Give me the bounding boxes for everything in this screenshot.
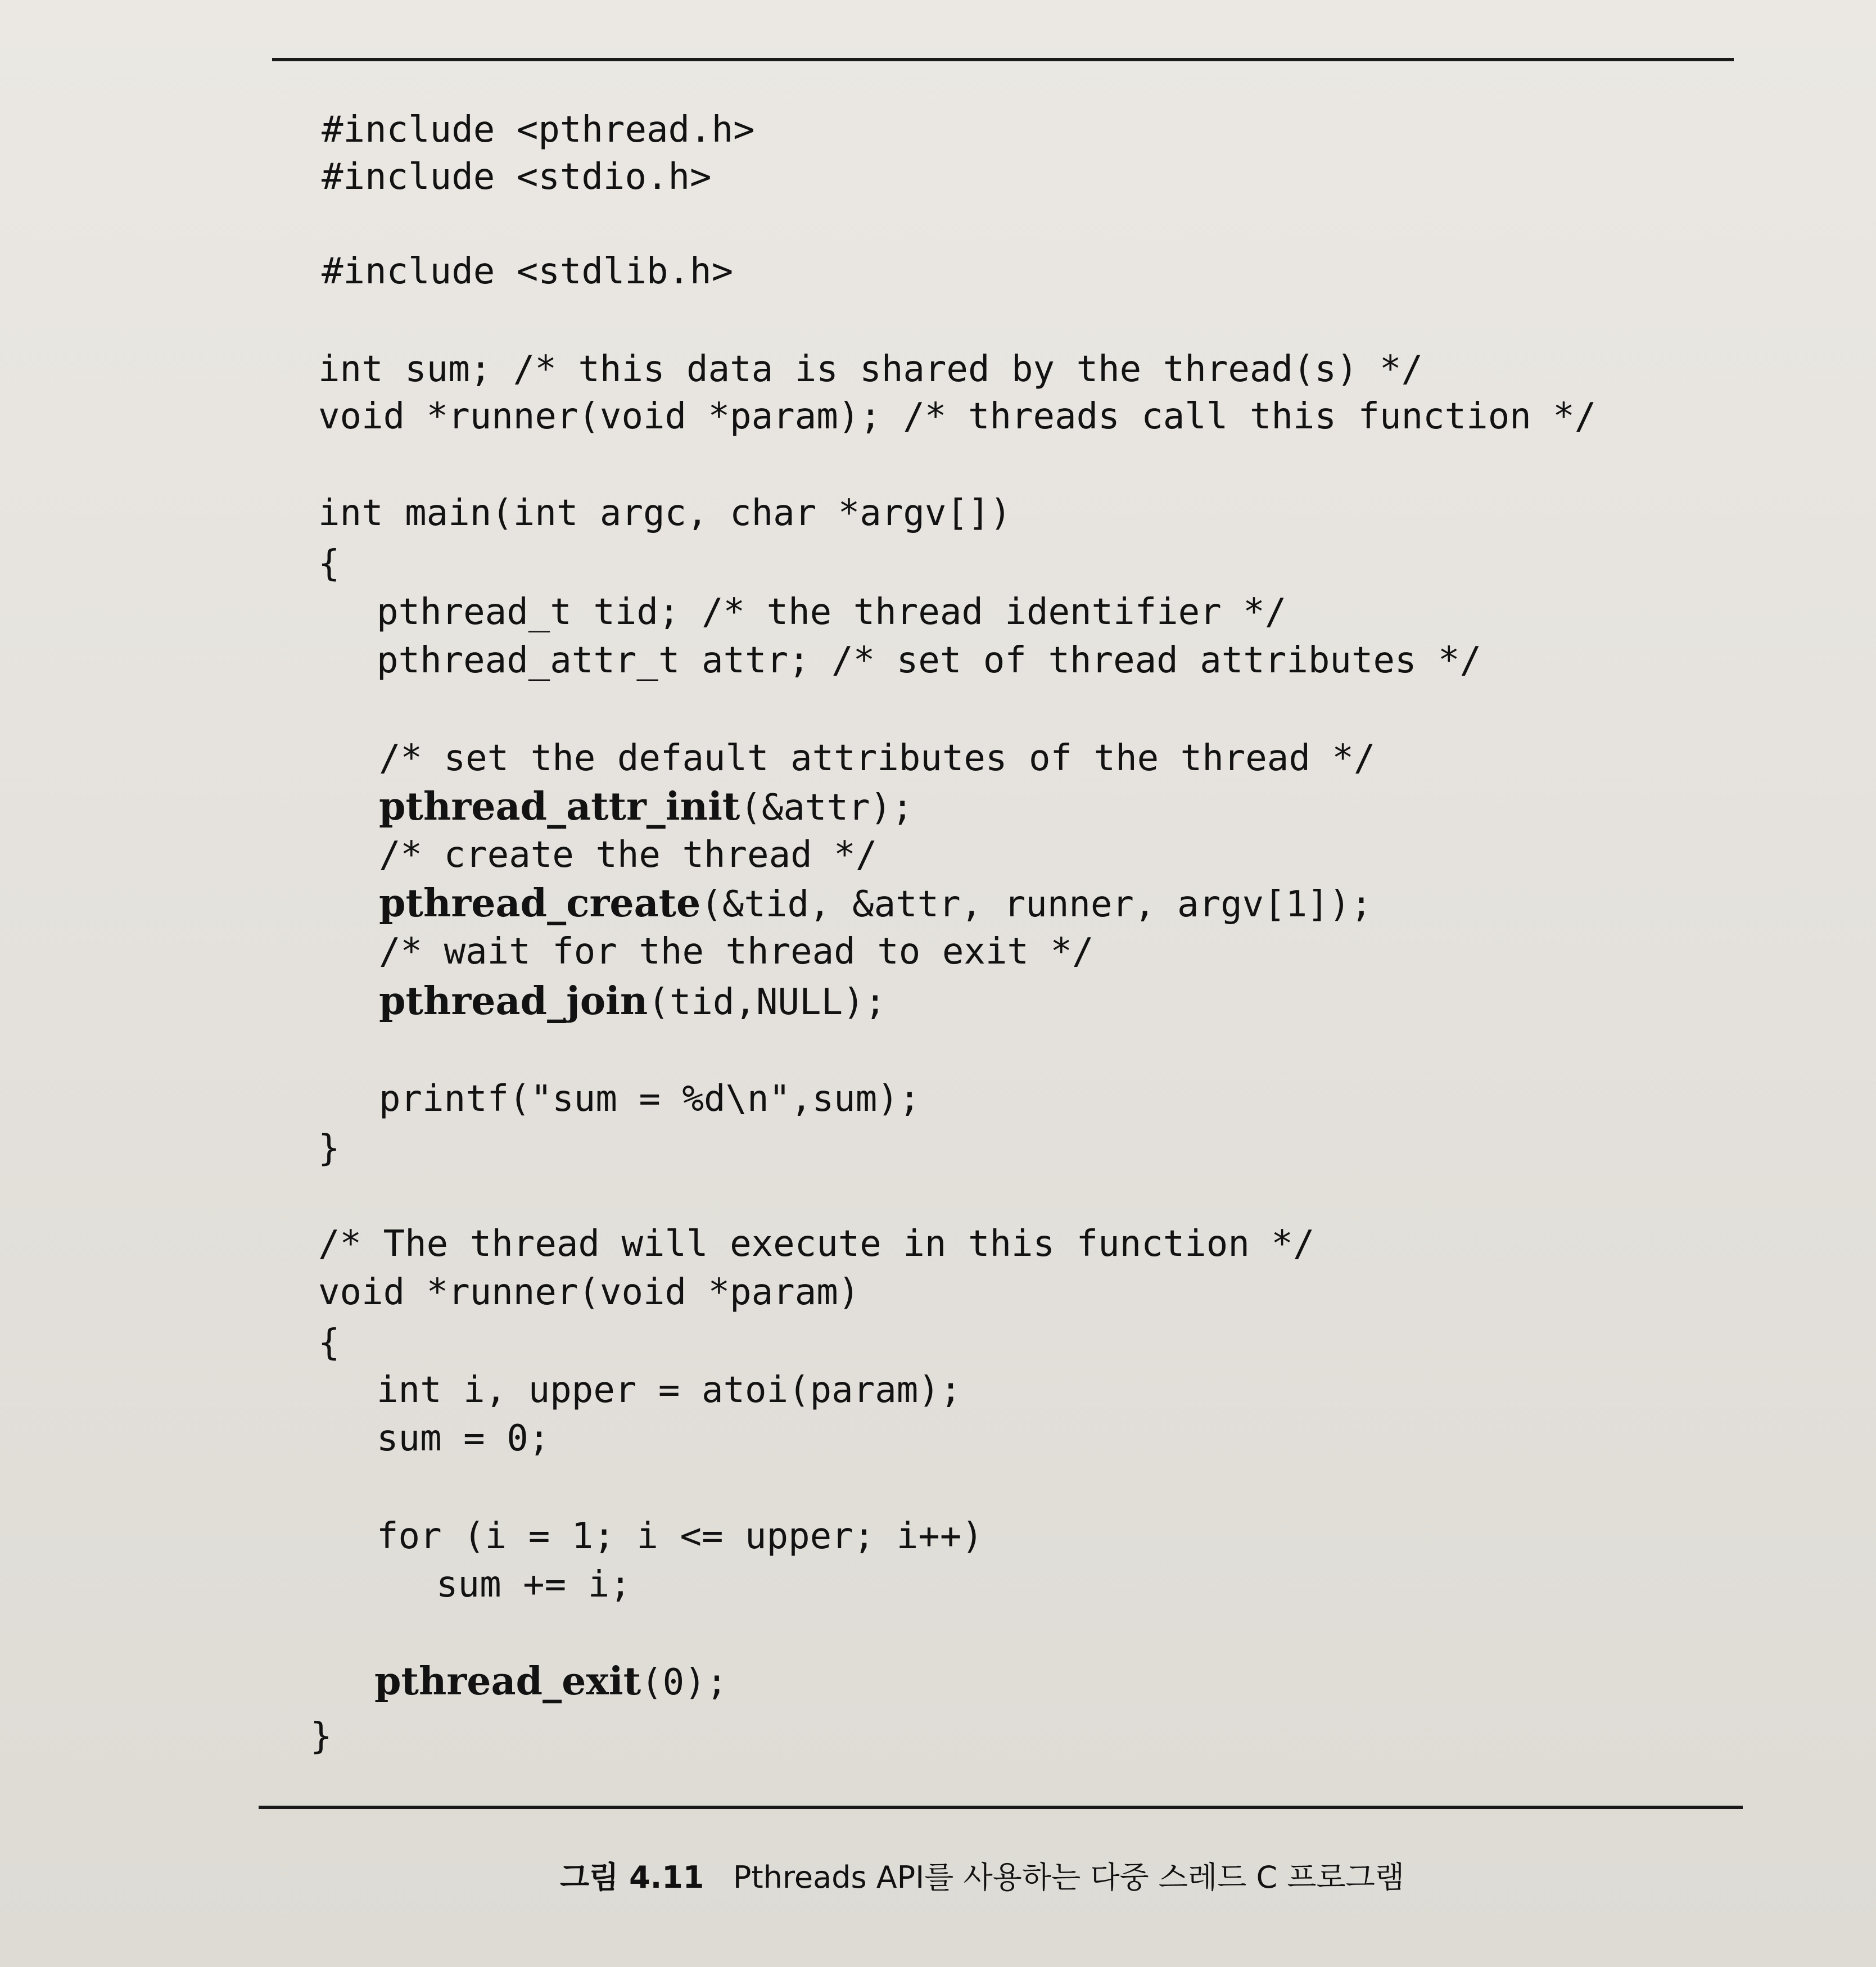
function-name: pthread_attr_init xyxy=(379,784,740,829)
code-line: pthread_attr_t attr; /* set of thread attributes */ xyxy=(377,640,1482,681)
code-line: /* The thread will execute in this function */ xyxy=(318,1223,1315,1265)
code-line: #include <pthread.h> xyxy=(322,109,755,151)
function-args: (0); xyxy=(641,1662,728,1703)
code-line: } xyxy=(318,1128,340,1169)
function-args: (tid,NULL); xyxy=(648,982,887,1023)
code-line: { xyxy=(318,543,340,585)
code-line xyxy=(379,979,886,1024)
function-args: (&tid, &attr, runner, argv[1]); xyxy=(700,884,1372,925)
code-line: int sum; /* this data is shared by the thread(s) */ xyxy=(318,349,1423,390)
code-line: #include <stdio.h> xyxy=(322,156,712,198)
code-line: /* create the thread */ xyxy=(379,834,878,876)
function-name: pthread_join xyxy=(379,979,648,1024)
bottom-rule xyxy=(259,1806,1743,1809)
code-line xyxy=(374,1659,727,1704)
code-line: void *runner(void *param); /* threads call this function */ xyxy=(318,396,1597,437)
code-line: /* wait for the thread to exit */ xyxy=(379,931,1094,973)
code-line xyxy=(379,784,914,829)
code-line: } xyxy=(310,1716,332,1757)
code-line: sum = 0; xyxy=(377,1418,550,1459)
code-line xyxy=(379,881,1372,926)
code-line: sum += i; xyxy=(436,1564,631,1606)
figure-caption-text: Pthreads API를 사용하는 다중 스레드 C 프로그램 xyxy=(733,1860,1404,1895)
function-name: pthread_create xyxy=(379,881,701,926)
code-line: int i, upper = atoi(param); xyxy=(377,1369,962,1411)
code-line: void *runner(void *param) xyxy=(318,1272,860,1313)
code-line: for (i = 1; i <= upper; i++) xyxy=(377,1516,983,1557)
function-name: pthread_exit xyxy=(374,1659,641,1704)
code-line: pthread_t tid; /* the thread identifier */ xyxy=(377,591,1287,633)
code-line: { xyxy=(318,1322,340,1364)
function-args: (&attr); xyxy=(740,787,914,829)
figure-number: 그림 4.11 xyxy=(560,1860,704,1895)
code-line: printf("sum = %d\n",sum); xyxy=(379,1078,921,1120)
figure-caption xyxy=(560,1855,1404,1900)
code-line: #include <stdlib.h> xyxy=(322,251,734,292)
code-line: /* set the default attributes of the thread */ xyxy=(379,738,1376,779)
code-line: int main(int argc, char *argv[]) xyxy=(318,492,1011,534)
